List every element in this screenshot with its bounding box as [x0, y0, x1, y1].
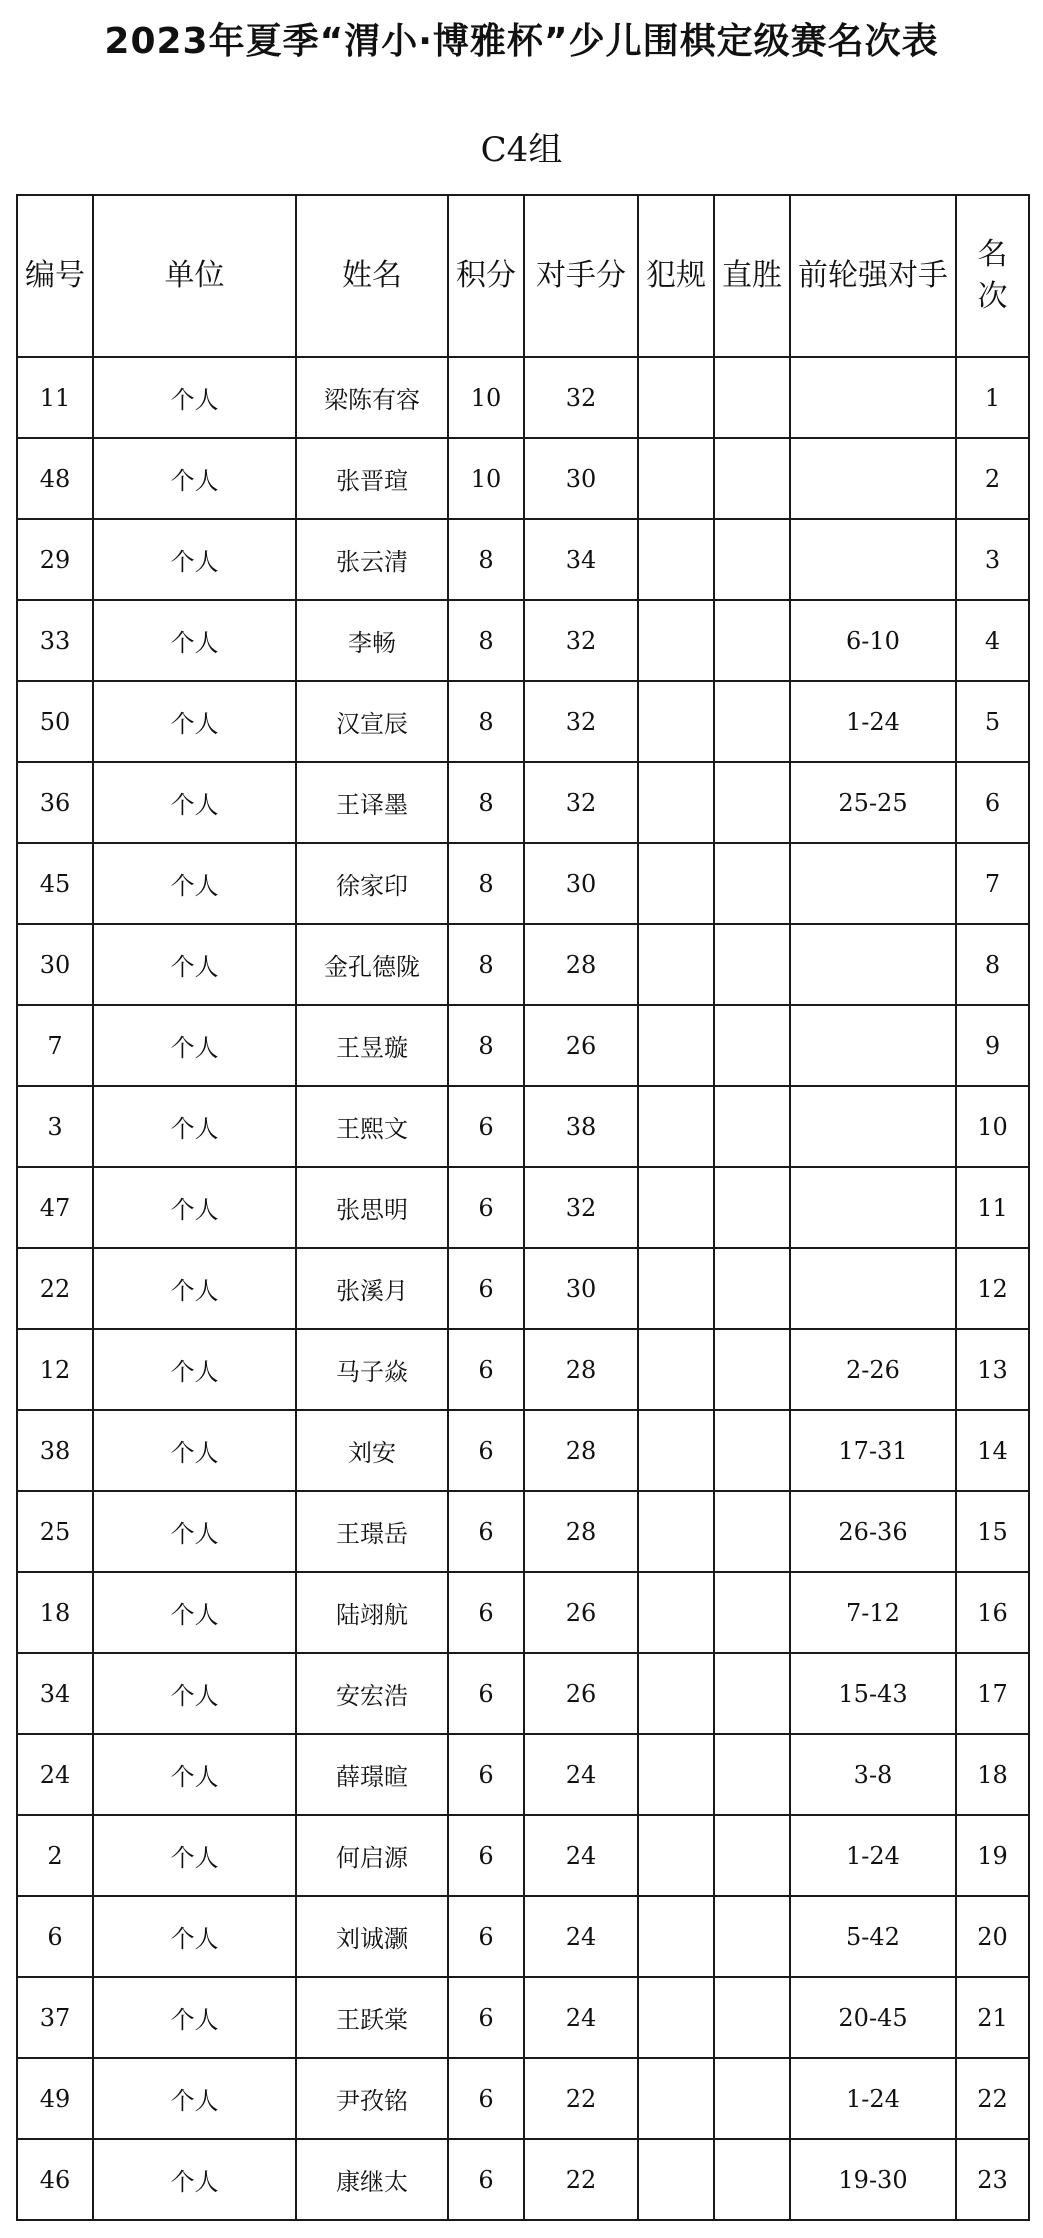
- id-cell: 6: [17, 1896, 93, 1977]
- name-cell: 汉宣辰: [296, 681, 448, 762]
- rank-cell: 21: [956, 1977, 1029, 2058]
- unit-cell: 个人: [93, 1410, 296, 1491]
- id-cell: 33: [17, 600, 93, 681]
- foul-cell: [638, 357, 714, 438]
- prev-round-cell: [790, 1005, 956, 1086]
- unit-cell: 个人: [93, 1815, 296, 1896]
- prev-round-cell: [790, 1167, 956, 1248]
- score-cell: 8: [448, 843, 524, 924]
- header-prev-round: 前轮强对手: [790, 195, 956, 357]
- name-cell: 王译墨: [296, 762, 448, 843]
- unit-cell: 个人: [93, 1977, 296, 2058]
- prev-round-cell: [790, 843, 956, 924]
- prev-round-cell: [790, 1086, 956, 1167]
- opp-score-cell: 30: [524, 1248, 638, 1329]
- table-row: [17, 1734, 1029, 1815]
- direct-win-cell: [714, 1410, 790, 1491]
- name-cell: 金孔德陇: [296, 924, 448, 1005]
- opp-score-cell: 28: [524, 924, 638, 1005]
- name-cell: 康继太: [296, 2139, 448, 2220]
- id-cell: 12: [17, 1329, 93, 1410]
- opp-score-cell: 24: [524, 1734, 638, 1815]
- rank-cell: 2: [956, 438, 1029, 519]
- unit-cell: 个人: [93, 1491, 296, 1572]
- table-row: [17, 1815, 1029, 1896]
- header-name: 姓名: [296, 195, 448, 357]
- unit-cell: 个人: [93, 1086, 296, 1167]
- name-cell: 李畅: [296, 600, 448, 681]
- score-cell: 8: [448, 762, 524, 843]
- table-row: [17, 1086, 1029, 1167]
- id-cell: 36: [17, 762, 93, 843]
- foul-cell: [638, 1896, 714, 1977]
- unit-cell: 个人: [93, 924, 296, 1005]
- direct-win-cell: [714, 600, 790, 681]
- opp-score-cell: 38: [524, 1086, 638, 1167]
- header-opp-score: 对手分: [524, 195, 638, 357]
- opp-score-cell: 32: [524, 762, 638, 843]
- header-unit: 单位: [93, 195, 296, 357]
- prev-round-cell: 3-8: [790, 1734, 956, 1815]
- rank-cell: 15: [956, 1491, 1029, 1572]
- foul-cell: [638, 1167, 714, 1248]
- prev-round-cell: [790, 438, 956, 519]
- table-row: [17, 1977, 1029, 2058]
- opp-score-cell: 28: [524, 1410, 638, 1491]
- score-cell: 6: [448, 1086, 524, 1167]
- id-cell: 45: [17, 843, 93, 924]
- direct-win-cell: [714, 1977, 790, 2058]
- table-row: [17, 600, 1029, 681]
- foul-cell: [638, 1572, 714, 1653]
- name-cell: 陆翊航: [296, 1572, 448, 1653]
- id-cell: 22: [17, 1248, 93, 1329]
- rank-cell: 9: [956, 1005, 1029, 1086]
- direct-win-cell: [714, 1491, 790, 1572]
- name-cell: 张溪月: [296, 1248, 448, 1329]
- header-rank: 名次: [956, 195, 1029, 357]
- foul-cell: [638, 519, 714, 600]
- rank-cell: 11: [956, 1167, 1029, 1248]
- foul-cell: [638, 843, 714, 924]
- opp-score-cell: 32: [524, 600, 638, 681]
- id-cell: 47: [17, 1167, 93, 1248]
- score-cell: 6: [448, 2139, 524, 2220]
- name-cell: 何启源: [296, 1815, 448, 1896]
- direct-win-cell: [714, 1815, 790, 1896]
- opp-score-cell: 32: [524, 357, 638, 438]
- table-row: [17, 2139, 1029, 2220]
- rank-cell: 7: [956, 843, 1029, 924]
- rank-cell: 14: [956, 1410, 1029, 1491]
- opp-score-cell: 30: [524, 843, 638, 924]
- opp-score-cell: 22: [524, 2139, 638, 2220]
- rank-cell: 20: [956, 1896, 1029, 1977]
- foul-cell: [638, 2139, 714, 2220]
- unit-cell: 个人: [93, 1248, 296, 1329]
- header-id: 编号: [17, 195, 93, 357]
- rank-cell: 8: [956, 924, 1029, 1005]
- foul-cell: [638, 681, 714, 762]
- name-cell: 张云清: [296, 519, 448, 600]
- foul-cell: [638, 2058, 714, 2139]
- name-cell: 徐家印: [296, 843, 448, 924]
- foul-cell: [638, 924, 714, 1005]
- id-cell: 48: [17, 438, 93, 519]
- direct-win-cell: [714, 438, 790, 519]
- name-cell: 尹孜铭: [296, 2058, 448, 2139]
- prev-round-cell: 19-30: [790, 2139, 956, 2220]
- foul-cell: [638, 1815, 714, 1896]
- unit-cell: 个人: [93, 438, 296, 519]
- rank-cell: 3: [956, 519, 1029, 600]
- prev-round-cell: 6-10: [790, 600, 956, 681]
- unit-cell: 个人: [93, 600, 296, 681]
- direct-win-cell: [714, 843, 790, 924]
- id-cell: 7: [17, 1005, 93, 1086]
- unit-cell: 个人: [93, 1005, 296, 1086]
- header-direct-win: 直胜: [714, 195, 790, 357]
- score-cell: 6: [448, 1248, 524, 1329]
- ranking-table: [16, 194, 1030, 2221]
- table-row: [17, 1005, 1029, 1086]
- table-row: [17, 519, 1029, 600]
- unit-cell: 个人: [93, 843, 296, 924]
- prev-round-cell: 2-26: [790, 1329, 956, 1410]
- rank-cell: 17: [956, 1653, 1029, 1734]
- direct-win-cell: [714, 1005, 790, 1086]
- unit-cell: 个人: [93, 1329, 296, 1410]
- foul-cell: [638, 1329, 714, 1410]
- table-row: [17, 1653, 1029, 1734]
- rank-cell: 5: [956, 681, 1029, 762]
- id-cell: 30: [17, 924, 93, 1005]
- direct-win-cell: [714, 2139, 790, 2220]
- direct-win-cell: [714, 519, 790, 600]
- foul-cell: [638, 1734, 714, 1815]
- table-row: [17, 438, 1029, 519]
- prev-round-cell: 1-24: [790, 681, 956, 762]
- direct-win-cell: [714, 762, 790, 843]
- rank-cell: 18: [956, 1734, 1029, 1815]
- score-cell: 10: [448, 438, 524, 519]
- score-cell: 6: [448, 1977, 524, 2058]
- score-cell: 6: [448, 1653, 524, 1734]
- unit-cell: 个人: [93, 1653, 296, 1734]
- id-cell: 2: [17, 1815, 93, 1896]
- rank-cell: 4: [956, 600, 1029, 681]
- table-row: [17, 681, 1029, 762]
- score-cell: 6: [448, 1815, 524, 1896]
- table-row: [17, 1410, 1029, 1491]
- table-row: [17, 1572, 1029, 1653]
- score-cell: 6: [448, 1410, 524, 1491]
- unit-cell: 个人: [93, 2058, 296, 2139]
- unit-cell: 个人: [93, 2139, 296, 2220]
- name-cell: 王跃棠: [296, 1977, 448, 2058]
- score-cell: 6: [448, 1491, 524, 1572]
- name-cell: 梁陈有容: [296, 357, 448, 438]
- direct-win-cell: [714, 1734, 790, 1815]
- score-cell: 8: [448, 600, 524, 681]
- table-row: [17, 1167, 1029, 1248]
- prev-round-cell: [790, 357, 956, 438]
- id-cell: 34: [17, 1653, 93, 1734]
- rank-cell: 16: [956, 1572, 1029, 1653]
- prev-round-cell: 17-31: [790, 1410, 956, 1491]
- prev-round-cell: 1-24: [790, 1815, 956, 1896]
- prev-round-cell: 7-12: [790, 1572, 956, 1653]
- table-row: [17, 924, 1029, 1005]
- opp-score-cell: 28: [524, 1491, 638, 1572]
- group-title: C4组: [480, 130, 563, 170]
- id-cell: 18: [17, 1572, 93, 1653]
- id-cell: 24: [17, 1734, 93, 1815]
- table-row: [17, 357, 1029, 438]
- opp-score-cell: 26: [524, 1005, 638, 1086]
- rank-cell: 12: [956, 1248, 1029, 1329]
- foul-cell: [638, 1086, 714, 1167]
- header-row: [17, 195, 1029, 357]
- direct-win-cell: [714, 1896, 790, 1977]
- name-cell: 张晋瑄: [296, 438, 448, 519]
- id-cell: 50: [17, 681, 93, 762]
- table-row: [17, 1896, 1029, 1977]
- direct-win-cell: [714, 924, 790, 1005]
- page-title: 2023年夏季“渭小·博雅杯”少儿围棋定级赛名次表: [104, 21, 939, 62]
- prev-round-cell: [790, 1248, 956, 1329]
- direct-win-cell: [714, 2058, 790, 2139]
- score-cell: 6: [448, 1167, 524, 1248]
- name-cell: 王熙文: [296, 1086, 448, 1167]
- score-cell: 10: [448, 357, 524, 438]
- rank-cell: 22: [956, 2058, 1029, 2139]
- direct-win-cell: [714, 1653, 790, 1734]
- name-cell: 王璟岳: [296, 1491, 448, 1572]
- id-cell: 25: [17, 1491, 93, 1572]
- opp-score-cell: 26: [524, 1572, 638, 1653]
- foul-cell: [638, 1248, 714, 1329]
- table-row: [17, 1329, 1029, 1410]
- unit-cell: 个人: [93, 357, 296, 438]
- prev-round-cell: 1-24: [790, 2058, 956, 2139]
- unit-cell: 个人: [93, 762, 296, 843]
- rank-cell: 19: [956, 1815, 1029, 1896]
- name-cell: 张思明: [296, 1167, 448, 1248]
- direct-win-cell: [714, 1248, 790, 1329]
- direct-win-cell: [714, 357, 790, 438]
- table-row: [17, 2058, 1029, 2139]
- opp-score-cell: 24: [524, 1896, 638, 1977]
- prev-round-cell: 25-25: [790, 762, 956, 843]
- rank-cell: 10: [956, 1086, 1029, 1167]
- unit-cell: 个人: [93, 681, 296, 762]
- table-row: [17, 1248, 1029, 1329]
- name-cell: 王昱璇: [296, 1005, 448, 1086]
- direct-win-cell: [714, 681, 790, 762]
- table-row: [17, 1491, 1029, 1572]
- opp-score-cell: 26: [524, 1653, 638, 1734]
- foul-cell: [638, 438, 714, 519]
- foul-cell: [638, 762, 714, 843]
- id-cell: 46: [17, 2139, 93, 2220]
- opp-score-cell: 32: [524, 681, 638, 762]
- opp-score-cell: 24: [524, 1815, 638, 1896]
- name-cell: 薛璟暄: [296, 1734, 448, 1815]
- opp-score-cell: 22: [524, 2058, 638, 2139]
- direct-win-cell: [714, 1572, 790, 1653]
- prev-round-cell: 26-36: [790, 1491, 956, 1572]
- table-row: [17, 843, 1029, 924]
- unit-cell: 个人: [93, 1896, 296, 1977]
- direct-win-cell: [714, 1167, 790, 1248]
- unit-cell: 个人: [93, 519, 296, 600]
- opp-score-cell: 30: [524, 438, 638, 519]
- id-cell: 49: [17, 2058, 93, 2139]
- prev-round-cell: [790, 924, 956, 1005]
- id-cell: 11: [17, 357, 93, 438]
- foul-cell: [638, 1653, 714, 1734]
- foul-cell: [638, 1491, 714, 1572]
- id-cell: 38: [17, 1410, 93, 1491]
- rank-cell: 13: [956, 1329, 1029, 1410]
- id-cell: 29: [17, 519, 93, 600]
- score-cell: 8: [448, 681, 524, 762]
- foul-cell: [638, 1410, 714, 1491]
- prev-round-cell: 15-43: [790, 1653, 956, 1734]
- opp-score-cell: 32: [524, 1167, 638, 1248]
- score-cell: 8: [448, 924, 524, 1005]
- score-cell: 6: [448, 1329, 524, 1410]
- name-cell: 马子焱: [296, 1329, 448, 1410]
- rank-cell: 23: [956, 2139, 1029, 2220]
- table-row: [17, 762, 1029, 843]
- rank-cell: 6: [956, 762, 1029, 843]
- prev-round-cell: [790, 519, 956, 600]
- score-cell: 8: [448, 519, 524, 600]
- score-cell: 6: [448, 1734, 524, 1815]
- opp-score-cell: 24: [524, 1977, 638, 2058]
- header-foul: 犯规: [638, 195, 714, 357]
- rank-cell: 1: [956, 357, 1029, 438]
- prev-round-cell: 5-42: [790, 1896, 956, 1977]
- foul-cell: [638, 1977, 714, 2058]
- prev-round-cell: 20-45: [790, 1977, 956, 2058]
- name-cell: 安宏浩: [296, 1653, 448, 1734]
- score-cell: 6: [448, 1896, 524, 1977]
- name-cell: 刘安: [296, 1410, 448, 1491]
- score-cell: 6: [448, 2058, 524, 2139]
- opp-score-cell: 28: [524, 1329, 638, 1410]
- name-cell: 刘诚灏: [296, 1896, 448, 1977]
- table-body: [17, 357, 1029, 2220]
- foul-cell: [638, 1005, 714, 1086]
- unit-cell: 个人: [93, 1572, 296, 1653]
- score-cell: 8: [448, 1005, 524, 1086]
- unit-cell: 个人: [93, 1167, 296, 1248]
- id-cell: 37: [17, 1977, 93, 2058]
- header-score: 积分: [448, 195, 524, 357]
- direct-win-cell: [714, 1086, 790, 1167]
- direct-win-cell: [714, 1329, 790, 1410]
- foul-cell: [638, 600, 714, 681]
- id-cell: 3: [17, 1086, 93, 1167]
- unit-cell: 个人: [93, 1734, 296, 1815]
- opp-score-cell: 34: [524, 519, 638, 600]
- score-cell: 6: [448, 1572, 524, 1653]
